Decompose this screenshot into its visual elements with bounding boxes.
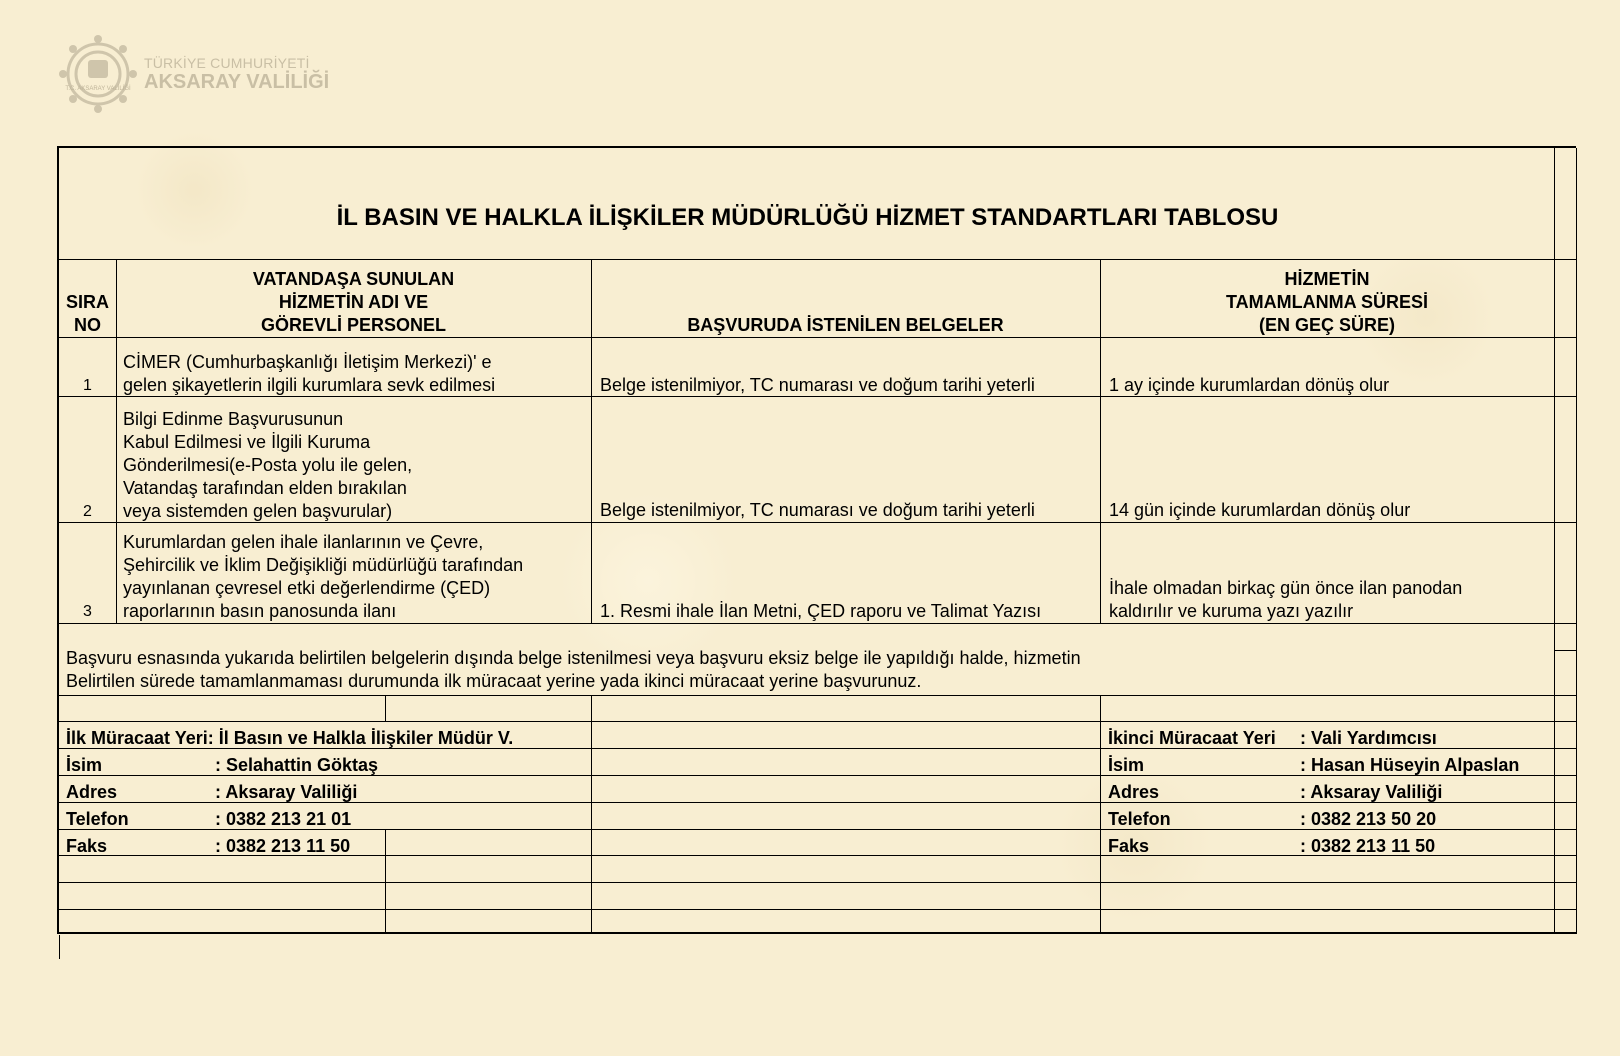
first-contact-faks-value: : 0382 213 11 50 bbox=[215, 836, 351, 856]
row-1-belgeler: Belge istenilmiyor, TC numarası ve doğum tarihi yeterli bbox=[600, 375, 1035, 395]
first-contact-adres-value: : Aksaray Valiliği bbox=[215, 782, 358, 802]
row-2-no: 2 bbox=[83, 503, 92, 520]
first-contact-adres-label: Adres bbox=[66, 782, 118, 802]
second-contact-adres-label: Adres bbox=[1108, 782, 1160, 802]
seal-icon bbox=[56, 32, 140, 116]
first-contact-heading: İlk Müracaat Yeri: İl Basın ve Halkla İlişkiler Müdür V. bbox=[66, 728, 514, 748]
second-contact-faks-value: : 0382 213 11 50 bbox=[1300, 836, 1436, 856]
second-contact-telefon-label: Telefon bbox=[1108, 809, 1171, 829]
first-contact-faks-label: Faks bbox=[66, 836, 108, 856]
second-contact-faks-label: Faks bbox=[1108, 836, 1150, 856]
margin-marker bbox=[59, 935, 60, 959]
second-contact-isim-value: : Hasan Hüseyin Alpaslan bbox=[1300, 755, 1520, 775]
row-3-hizmet: Kurumlardan gelen ihale ilanlarının ve Çevre, Şehircilik ve İklim Değişikliği müdürlüğü tarafından yayınlanan çevresel etki değerlendirme (ÇED) raporlarının basın panosunda ilanı bbox=[123, 532, 524, 621]
row-3-belgeler: 1. Resmi ihale İlan Metni, ÇED raporu ve Talimat Yazısı bbox=[600, 601, 1042, 621]
header-belgeler: BAŞVURUDA İSTENİLEN BELGELER bbox=[687, 315, 1004, 335]
row-1-sure: 1 ay içinde kurumlardan dönüş olur bbox=[1109, 375, 1390, 395]
row-3-sure: İhale olmadan birkaç gün önce ilan panodan kaldırılır ve kuruma yazı yazılır bbox=[1109, 578, 1463, 621]
header-sure: HİZMETİN TAMAMLANMA SÜRESİ (EN GEÇ SÜRE) bbox=[1226, 269, 1428, 335]
page-title: İL BASIN VE HALKLA İLİŞKİLER MÜDÜRLÜĞÜ HİZMET STANDARTLARI TABLOSU bbox=[336, 204, 1279, 231]
first-contact-isim-label: İsim bbox=[66, 755, 103, 775]
logo-line-1: TÜRKİYE CUMHURİYETİ bbox=[144, 55, 310, 71]
second-contact-heading-label: İkinci Müracaat Yeri bbox=[1108, 728, 1276, 748]
row-2-sure: 14 gün içinde kurumlardan dönüş olur bbox=[1109, 500, 1411, 520]
row-2-belgeler: Belge istenilmiyor, TC numarası ve doğum tarihi yeterli bbox=[600, 500, 1035, 520]
row-2-hizmet: Bilgi Edinme Başvurusunun Kabul Edilmesi ve İlgili Kuruma Gönderilmesi(e-Posta yolu ile gelen, Vatandaş tarafından elden bırakılan veya sistemden gelen başvurular) bbox=[123, 409, 413, 521]
second-contact-telefon-value: : 0382 213 50 20 bbox=[1300, 809, 1437, 829]
second-contact-adres-value: : Aksaray Valiliği bbox=[1300, 782, 1443, 802]
row-1-hizmet: CİMER (Cumhurbaşkanlığı İletişim Merkezi)' e gelen şikayetlerin ilgili kurumlara sevk edilmesi bbox=[123, 352, 496, 395]
standards-table bbox=[57, 146, 1576, 934]
header-hizmet: VATANDAŞA SUNULAN HİZMETİN ADI VE GÖREVLİ PERSONEL bbox=[252, 269, 455, 335]
row-3-no: 3 bbox=[83, 603, 92, 620]
svg-text:T.C. AKSARAY VALİLİĞİ: T.C. AKSARAY VALİLİĞİ bbox=[65, 86, 131, 92]
first-contact-telefon-value: : 0382 213 21 01 bbox=[215, 809, 352, 829]
first-contact-telefon-label: Telefon bbox=[66, 809, 129, 829]
first-contact-isim-value: : Selahattin Göktaş bbox=[215, 755, 379, 775]
row-1-no: 1 bbox=[83, 377, 92, 394]
second-contact-isim-label: İsim bbox=[1108, 755, 1145, 775]
note-text: Başvuru esnasında yukarıda belirtilen belgelerin dışında belge istenilmesi veya başvuru eksiz belge ile yapıldığı halde, hizmetin Belirtilen sürede tamamlanmaması durumunda ilk müracaat yerine yada ikinci müracaat yerine başvurunuz. bbox=[66, 648, 1081, 691]
second-contact-heading-value: : Vali Yardımcısı bbox=[1300, 728, 1437, 748]
header-sira-no: SIRA NO bbox=[65, 292, 109, 335]
aksaray-valiligi-logo bbox=[56, 32, 336, 122]
logo-line-2: AKSARAY VALİLİĞİ bbox=[144, 71, 330, 94]
